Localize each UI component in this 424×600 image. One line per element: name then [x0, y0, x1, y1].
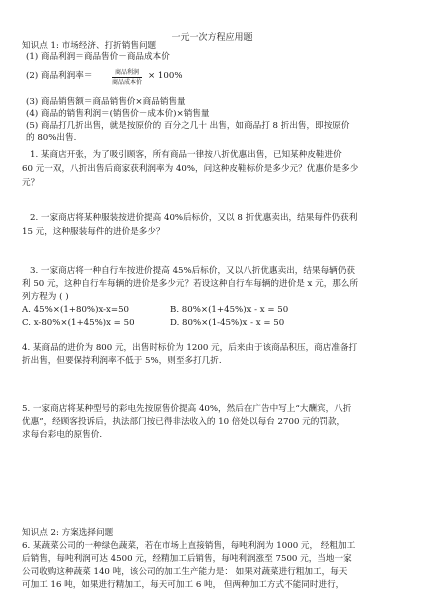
formula-profit-rate-left: (2) 商品利润率＝ — [26, 71, 93, 81]
fraction-numerator: 商品利润 — [112, 68, 142, 78]
formula-profit-rate-right: × 100% — [148, 71, 183, 81]
question-1-line-2: 60 元一双，八折出售后商家获利润率为 40%，问这种皮鞋标价是多少元？优惠价是多少 — [22, 164, 359, 174]
question-5-line-1: 5. 一家商店将某种型号的彩电先按原售价提高 40%，然后在广告中写上“大酬宾，八折 — [22, 404, 352, 414]
question-3-line-1: 3. 一家商店将一种自行车按进价提高 45%后标价，又以八折优惠卖出，结果每辆仍获 — [30, 266, 355, 276]
question-2-line-2: 15 元，这种服装每件的进价是多少？ — [22, 227, 165, 237]
question-3-line-3: 列方程为 ( ) — [22, 292, 69, 302]
formula-discount-line-2: 的 80%出售. — [26, 133, 77, 143]
knowledge-point-1-heading: 知识点 1: 市场经济、打折销售问题 — [22, 41, 157, 51]
formula-discount-line-1: (5) 商品打几折出售，就是按原价的 百分之几十 出售，如商品打 8 折出售，即按原价 — [26, 121, 350, 131]
question-1-line-3: 元？ — [22, 178, 40, 188]
question-5-line-3: 求每台彩电的原售价. — [22, 430, 103, 440]
question-6-line-4: 可加工 16 吨，如果进行精加工，每天可加工 6 吨， 但两种加工方式不能同时进行， — [22, 580, 345, 590]
formula-sales-profit: (4) 商品的销售利润＝(销售价－成本价)×销售量 — [26, 109, 210, 119]
document-title: 一元一次方程应用题 — [171, 33, 253, 43]
fraction-denominator: 商品成本价 — [112, 79, 143, 86]
question-6-line-1: 6. 某蔬菜公司的一种绿色蔬菜，若在市场上直接销售，每吨利润为 1000 元， 经粗加工 — [22, 541, 356, 551]
question-1-line-1: 1. 某商店开张，为了吸引顾客，所有商品一律按八折优惠出售，已知某种皮鞋进价 — [30, 150, 342, 160]
question-3-option-c: C. x-80%×(1+45%)x = 50 — [22, 318, 135, 328]
formula-profit: (1) 商品利润＝商品售价－商品成本价 — [26, 52, 170, 62]
question-3-option-d: D. 80%×(1-45%)x - x = 50 — [170, 318, 285, 328]
knowledge-point-2-heading: 知识点 2: 方案选择问题 — [22, 528, 114, 538]
question-4-line-1: 4. 某商品的进价为 800 元，出售时标价为 1200 元，后来由于该商品积压，商店准备打 — [22, 343, 358, 353]
question-6-line-3: 公司收购这种蔬菜 140 吨，该公司的加工生产能力是： 如果对蔬菜进行粗加工，每天 — [22, 567, 348, 577]
question-6-line-2: 后销售，每吨利润可达 4500 元，经精加工后销售，每吨利润涨至 7500 元，当地一家 — [22, 554, 352, 564]
question-2-line-1: 2. 一家商店将某种服装按进价提高 40%后标价，又以 8 折优惠卖出，结果每件仍获利 — [30, 213, 358, 223]
formula-sales-amount: (3) 商品销售额＝商品销售价×商品销售量 — [26, 97, 186, 107]
profit-rate-fraction — [112, 68, 142, 87]
question-3-option-b: B. 80%×(1+45%)x - x = 50 — [170, 305, 289, 315]
question-3-line-2: 利 50 元，这种自行车每辆的进价是多少元？若设这种自行车每辆的进价是 x 元，那么所 — [22, 279, 359, 289]
question-3-option-a: A. 45%×(1+80%)x-x=50 — [22, 305, 130, 315]
question-4-line-2: 折出售，但要保持利润率不低于 5%，则至多打几折. — [22, 356, 222, 366]
question-5-line-2: 优惠”，经顾客投诉后，执法部门按已得非法收入的 10 倍处以每台 2700 元的罚款， — [22, 417, 346, 427]
